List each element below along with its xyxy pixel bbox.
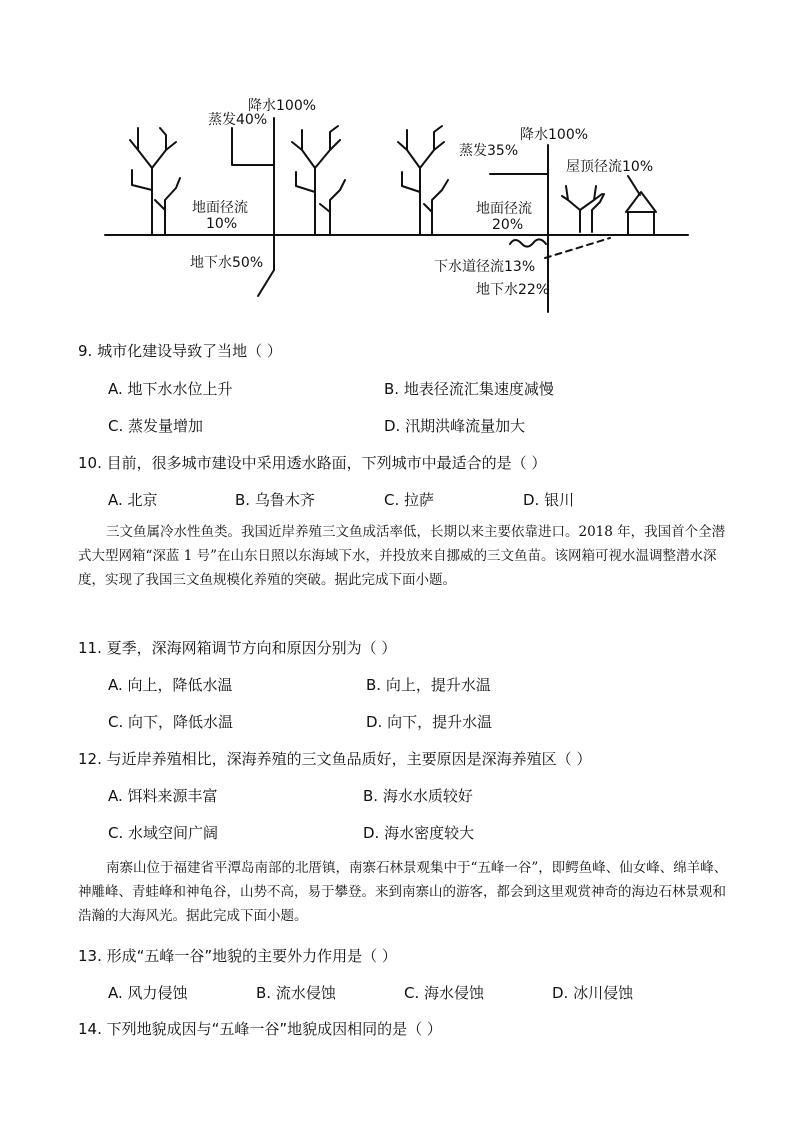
q9-option-c[interactable]: C. 蒸发量增加 [108,417,204,435]
groundwater-label-right: 地下水22% [476,282,550,298]
passage-nanzhai [78,856,728,928]
precip-label-right: 降水100% [520,127,589,143]
groundwater-label-left: 地下水50% [190,255,264,271]
sewer-label: 下水道径流13% [434,259,536,275]
question-14: 14. 下列地貌成因与“五峰一谷”地貌成因相同的是（ ） [78,1020,442,1038]
question-12: 12. 与近岸养殖相比，深海养殖的三文鱼品质好，主要原因是深海养殖区（ ） [78,750,592,768]
q11-option-c[interactable]: C. 向下，降低水温 [108,713,234,731]
passage-salmon-text: 三文鱼属冷水性鱼类。我国近岸养殖三文鱼成活率低，长期以来主要依靠进口。2018 年，我国首个全潜式大型网箱“深蓝 1 号”在山东日照以东海域下水，并投放来自挪威的三文鱼苗。该网箱可视水温调整潜水深度，实现了我国三文鱼规模化养殖的突破。据此完成下面小题。 [78,524,726,588]
q10-option-d[interactable]: D. 银川 [523,491,575,509]
precip-label-left: 降水100% [248,98,317,114]
house-icon [626,192,656,235]
q13-option-d[interactable]: D. 冰川侵蚀 [552,984,634,1002]
q12-option-b[interactable]: B. 海水水质较好 [363,787,473,805]
runoff-title-right: 地面径流 [476,201,532,217]
q10-option-a[interactable]: A. 北京 [108,491,158,509]
q13-option-b[interactable]: B. 流水侵蚀 [256,984,336,1002]
q11-option-d[interactable]: D. 向下，提升水温 [366,713,493,731]
evap-label-right: 蒸发35% [459,143,519,159]
q13-option-c[interactable]: C. 海水侵蚀 [404,984,485,1002]
question-9: 9. 城市化建设导致了当地（ ） [78,342,282,360]
q12-option-c[interactable]: C. 水域空间广阔 [108,824,219,842]
water-cycle-diagram [0,0,794,320]
question-11: 11. 夏季，深海网箱调节方向和原因分别为（ ） [78,639,397,657]
passage-salmon [78,520,728,592]
q12-option-a[interactable]: A. 饵料来源丰富 [108,787,218,805]
tree-icon [292,126,345,235]
sewer-dashed [545,238,610,258]
roof-label: 屋顶径流10% [566,159,654,175]
passage-nanzhai-text: 南寨山位于福建省平潭岛南部的北厝镇，南寨石林景观集中于“五峰一谷”，即鳄鱼峰、仙女峰、绵羊峰、神雕峰、青蛙峰和神龟谷，山势不高，易于攀登。来到南寨山的游客，都会到这里观赏神奇的海边石林景观和浩瀚的大海风光。据此完成下面小题。 [78,860,728,924]
q11-option-a[interactable]: A. 向上，降低水温 [108,676,233,694]
q10-option-b[interactable]: B. 乌鲁木齐 [235,491,315,509]
q13-option-a[interactable]: A. 风力侵蚀 [108,984,188,1002]
roof-runoff-line [628,176,640,195]
runoff-value-left: 10% [206,216,238,232]
tree-icon [130,128,180,235]
question-13: 13. 形成“五峰一谷”地貌的主要外力作用是（ ） [78,947,397,965]
runoff-title-left: 地面径流 [192,200,248,216]
q9-option-a[interactable]: A. 地下水水位上升 [108,380,233,398]
q11-option-b[interactable]: B. 向上，提升水温 [366,676,491,694]
runoff-value-right: 20% [492,217,524,233]
q9-option-d[interactable]: D. 汛期洪峰流量加大 [384,417,526,435]
q12-option-d[interactable]: D. 海水密度较大 [363,824,475,842]
q10-option-c[interactable]: C. 拉萨 [384,491,435,509]
question-10: 10. 目前，很多城市建设中采用透水路面，下列城市中最适合的是（ ） [78,454,547,472]
evap-label-left: 蒸发40% [208,112,268,128]
tree-icon [398,126,448,235]
runoff-curl [510,239,546,246]
groundwater-slant-left [258,270,274,296]
q9-option-b[interactable]: B. 地表径流汇集速度减慢 [384,380,554,398]
tree-icon [562,186,604,232]
